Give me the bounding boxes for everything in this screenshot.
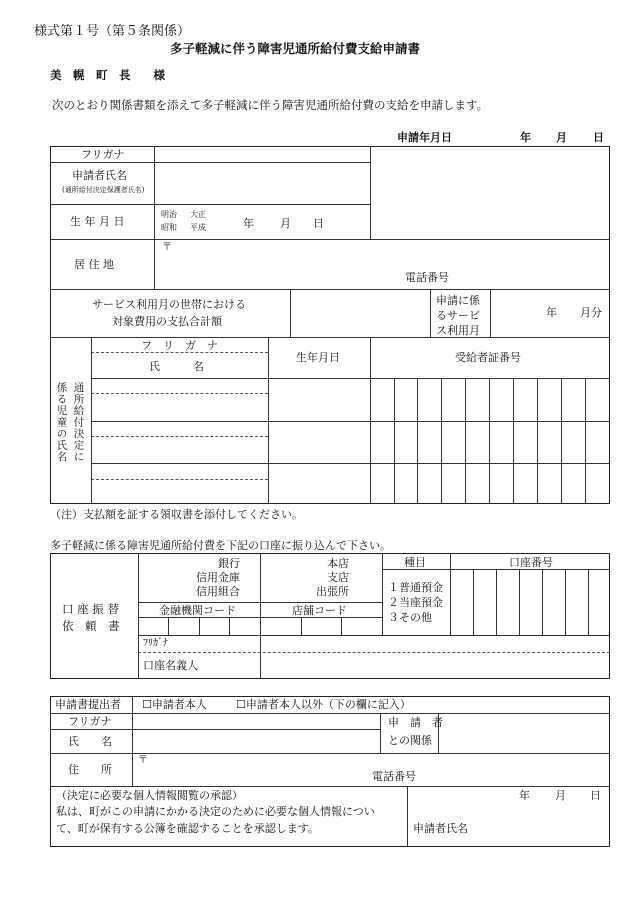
consent-day: 日: [590, 789, 601, 802]
submitter-label: 申請書提出者: [55, 698, 121, 711]
receipt-note: （注）支払額を証する領収書を添付してください。: [50, 508, 303, 521]
children-cert-header: 受給者証番号: [455, 351, 521, 364]
form-title: 多子軽減に伴う障害児通所給付費支給申請書: [170, 41, 421, 56]
era-heisei: 平成: [190, 223, 206, 232]
service-month-year: 年: [546, 306, 557, 319]
children-section-label-right: 通所給付決定に: [72, 382, 85, 463]
form-number: 様式第１号（第５条関係）: [34, 24, 191, 39]
consent-month: 月: [555, 789, 566, 802]
address-label: 居 住 地: [74, 258, 114, 271]
account-holder-label: 口座名義人: [143, 659, 198, 672]
submitter-name-label: 氏 名: [68, 735, 112, 748]
application-date-label: 申請年月日: [397, 131, 452, 144]
children-furigana-header: フ リ ガ ナ: [141, 339, 218, 352]
consent-applicant-name-label: 申請者氏名: [413, 822, 468, 835]
relation-label-1: 申 請 者: [388, 716, 443, 729]
branch-type-options: 本店 支店 出張所: [316, 557, 349, 598]
consent-text-1: 私は、町がこの申請にかかる決定のために必要な個人情報につい: [56, 805, 375, 818]
relation-label-2: との関係: [388, 734, 432, 747]
applicant-furigana-label: フリガナ: [81, 148, 125, 161]
addressee: 美 幌 町 長 様: [50, 68, 165, 82]
era-showa: 昭和: [161, 223, 177, 232]
children-name-header: 氏 名: [149, 360, 204, 373]
applicant-name-label: 申請者氏名: [72, 169, 127, 182]
account-type-header: 種目: [404, 556, 426, 569]
submitter-address-label: 住 所: [68, 763, 112, 776]
holder-furigana-label: ﾌﾘｶﾞﾅ: [143, 638, 168, 649]
application-date-day: 日: [593, 131, 604, 144]
postal-mark: 〒: [162, 242, 172, 253]
submitter-option-self[interactable]: ☐申請者本人: [142, 698, 207, 711]
consent-text-2: て、町が保有する公簿を確認することを承認します。: [56, 822, 319, 835]
consent-year: 年: [519, 789, 530, 802]
application-date-year: 年: [520, 131, 531, 144]
bank-type-options: 銀行 信用金庫 信用組合: [196, 557, 240, 598]
dob-month: 月: [280, 217, 291, 230]
consent-heading: （決定に必要な個人情報閲覧の承認）: [56, 789, 243, 802]
submitter-phone-label: 電話番号: [372, 770, 416, 783]
submitter-furigana-label: フリガナ: [68, 715, 112, 728]
branch-code-label: 店舗コード: [292, 604, 347, 617]
dob-label: 生 年 月 日: [70, 215, 125, 228]
dob-day: 日: [313, 217, 324, 230]
bank-intro: 多子軽減に係る障害児通所給付費を下記の口座に振り込んで下さい。: [50, 539, 391, 552]
service-month-month: 月分: [580, 306, 602, 319]
children-dob-header: 生年月日: [296, 351, 340, 364]
application-date-month: 月: [556, 131, 567, 144]
submitter-option-other[interactable]: ☐申請者本人以外（下の欄に記入）: [236, 698, 411, 711]
intro-text: 次のとおり関係書類を添えて多子軽減に伴う障害児通所給付費の支給を申請します。: [52, 98, 489, 112]
bank-section-label: 口 座 振 替 依 頼 書: [62, 602, 120, 633]
service-month-label: 申請に係 るサービ ス利用月: [436, 294, 480, 337]
payment-total-label-1: サービス利用月の世帯における: [92, 298, 246, 311]
phone-label: 電話番号: [405, 271, 449, 284]
dob-year: 年: [243, 217, 254, 230]
payment-total-label-2: 対象費用の支払合計額: [112, 315, 222, 328]
submitter-postal-mark: 〒: [138, 755, 148, 766]
account-type-options: １普通預金 ２当座預金 ３その他: [388, 581, 443, 624]
applicant-name-sublabel: (通所給付決定保護者氏名): [62, 186, 145, 194]
era-taisho: 大正: [190, 210, 206, 219]
children-section-label-left: 係る児童の氏名: [55, 382, 68, 463]
era-meiji: 明治: [161, 210, 177, 219]
account-number-header: 口座番号: [509, 556, 553, 569]
bank-code-label: 金融機関コード: [159, 604, 236, 617]
